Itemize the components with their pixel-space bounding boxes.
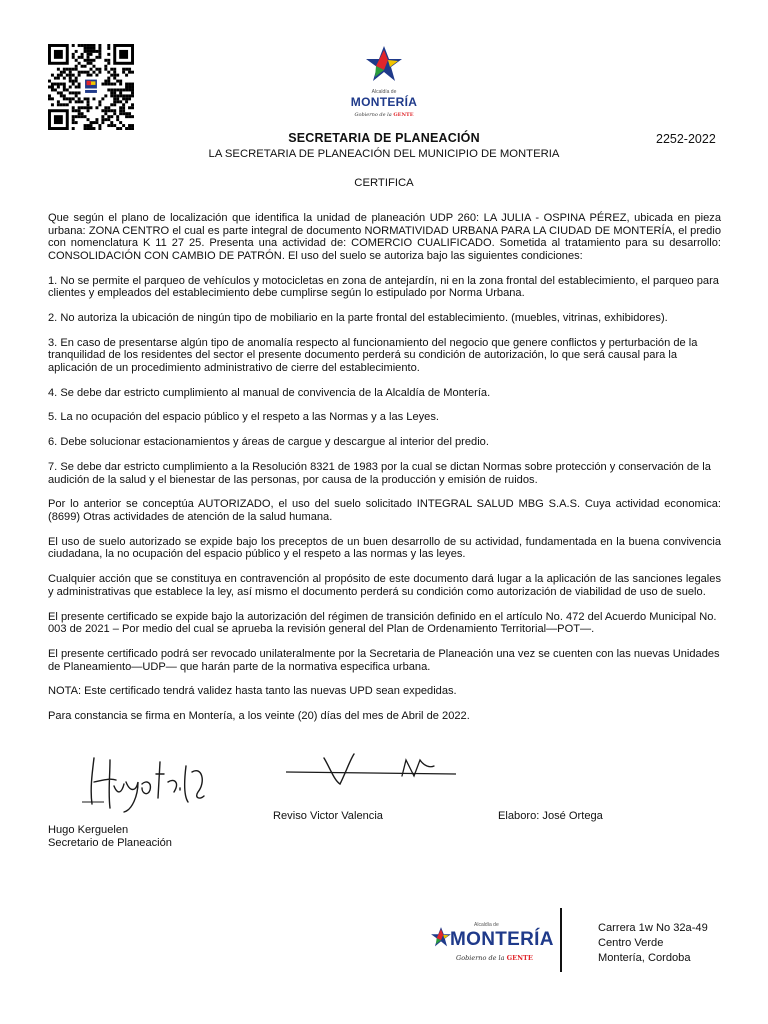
signer-name: Hugo Kerguelen: [48, 824, 129, 836]
condition-item: 2. No autoriza la ubicación de ningún tipo de mobiliario en la parte frontal del establecimiento. (muebles, vitrinas, exhibidores).: [48, 311, 668, 324]
condition-item: 7. Se debe dar estricto cumplimiento a la Resolución 8321 de 1983 por la cual se dictan Normas sobre protección y conservación de la audición de la salud y el bienestar de las personas, por causa de la producción y emisión de ruidos.: [48, 461, 711, 486]
address-line: Centro Verde: [598, 937, 664, 949]
footer-divider: [560, 908, 562, 972]
reference-number: 2252-2022: [656, 132, 716, 146]
document-title: SECRETARIA DE PLANEACIÓN: [288, 131, 480, 145]
body-paragraph: El uso de suelo autorizado se expide bajo los preceptos de un buen desarrollo de su actividad, fundamentada en la buena convivencia ciudadana, la no ocupación del espacio público y el respeto a las normas y las leyes.: [48, 535, 721, 561]
logo-small-text: Alcaldía de: [371, 89, 397, 95]
certificate-body: [48, 212, 721, 735]
signature-victor-valencia: [284, 752, 460, 788]
certifica-heading: CERTIFICA: [354, 177, 414, 189]
document-subtitle: LA SECRETARIA DE PLANEACIÓN DEL MUNICIPIO DE MONTERIA: [208, 148, 560, 160]
star-emblem-icon: [364, 44, 404, 84]
note-paragraph: NOTA: Este certificado tendrá validez hasta tanto las nuevas UPD sean expedidas.: [48, 685, 457, 698]
closing-paragraph: Para constancia se firma en Montería, a los veinte (20) días del mes de Abril de 2022.: [48, 710, 470, 723]
footer-address: [598, 921, 708, 966]
signer-title: Secretario de Planeación: [48, 837, 172, 850]
condition-item: 6. Debe solucionar estacionamientos y áreas de cargue y descargue al interior del predio.: [48, 436, 489, 449]
logo-wordmark: MONTERÍA: [450, 929, 554, 950]
qr-code: [48, 44, 134, 130]
body-paragraph: El presente certificado podrá ser revocado unilateralmente por la Secretaria de Planeación una vez se cuenten con las nuevas Unidades de Planeamiento—UDP— que harán parte de la normativa especifica urbana.: [48, 647, 720, 673]
address-line: Carrera 1w No 32a-49: [598, 922, 708, 934]
body-paragraph: El presente certificado se expide bajo la autorización del régimen de transición definido en el artículo No. 472 del Acuerdo Municipal No. 003 de 2021 – Por medio del cual se aprueba la revisión general del Plan de Ordenamiento Territorial—POT—.: [48, 610, 717, 636]
logo-small-text: Alcaldía de: [474, 922, 499, 928]
reviewed-by: Reviso Victor Valencia: [273, 810, 383, 822]
star-emblem-icon: [430, 926, 452, 948]
signer-block: [48, 824, 172, 850]
body-paragraph: Por lo anterior se conceptúa AUTORIZADO, el uso del suelo solicitado INTEGRAL SALUD MBG S.A.S. Cuya actividad economica: (8699) Otras actividades de atención de la salud humana.: [48, 498, 721, 523]
condition-item: 4. Se debe dar estricto cumplimiento al manual de convivencia de la Alcaldía de Montería.: [48, 386, 491, 399]
logo-tagline: Gobierno de la GENTE: [456, 954, 533, 962]
condition-item: 3. En caso de presentarse algún tipo de anomalía respecto al funcionamiento del negocio que genere conflictos y perturbación de la tranquilidad de los residentes del sector el presente documento perderá su condición de autorización, lo que será causal para la aplicación de un procedimiento administrativo de cierre del establecimiento.: [48, 336, 698, 374]
condition-item: 5. La no ocupación del espacio público y el respeto a las Normas y a las Leyes.: [48, 411, 439, 424]
monteria-footer-logo: [430, 920, 555, 968]
intro-paragraph: Que según el plano de localización que identifica la unidad de planeación UDP 260: LA JULIA - OSPINA PÉREZ, ubicada en pieza urbana: ZONA CENTRO el cual es parte integral de documento NORMATIVIDAD URBANA PARA LA CIUDAD DE MONTERÍA, el predio con nomenclatura K 11 27 25. Presenta una actividad de: COMERCIO CUALIFICADO. Sometida al tratamiento para su desarrollo: CONSOLIDACIÓN CON CAMBIO DE PATRÓN. El uso del suelo se autoriza bajo las siguientes condiciones:: [48, 212, 721, 262]
prepared-by: Elaboro: José Ortega: [498, 810, 603, 822]
condition-item: 1. No se permite el parqueo de vehículos y motocicletas en zona de antejardín, ni en la zona frontal del establecimiento, el parqueo para clientes y empleados del establecimiento debe cumplirse según lo estipulado por Norma Urbana.: [48, 274, 719, 300]
logo-wordmark: MONTERÍA: [350, 95, 418, 109]
qr-code-graphic: [48, 44, 134, 130]
monteria-logo: [348, 44, 420, 124]
address-line: Montería, Cordoba: [598, 952, 691, 964]
logo-tagline: Gobierno de la GENTE: [354, 112, 414, 118]
body-paragraph: Cualquier acción que se constituya en contravención al propósito de este documento dará lugar a la aplicación de las sanciones legales y administrativas que establece la ley, así mismo el documento perderá su condición como autorización de viabilidad de uso de suelo.: [48, 573, 721, 598]
signature-hugo-kerguelen: [80, 752, 210, 814]
